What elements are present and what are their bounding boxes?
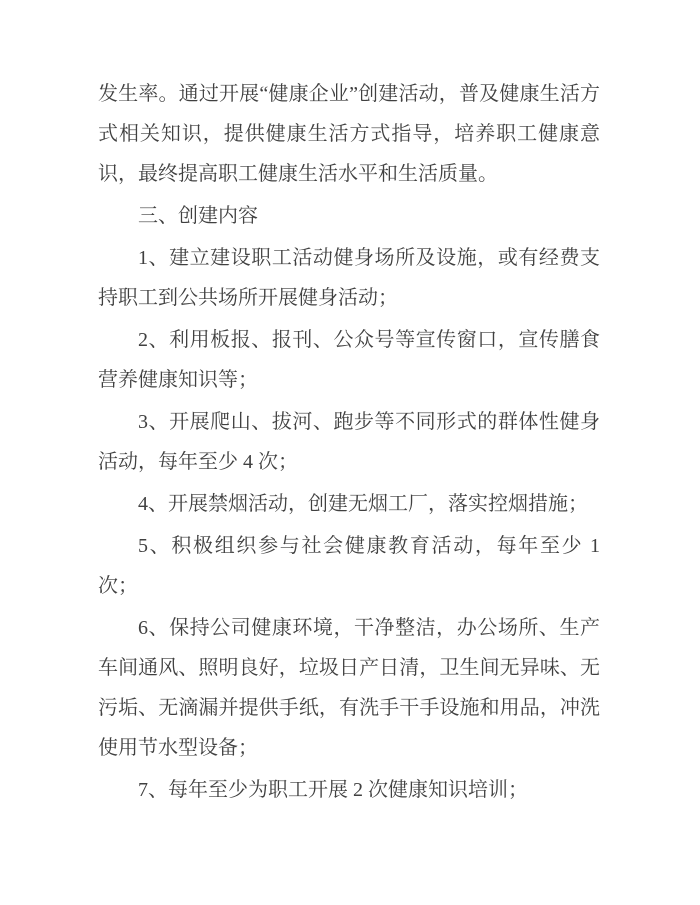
document-content bbox=[98, 74, 600, 810]
list-item-paragraph: 2、利用板报、报刊、公众号等宣传窗口，宣传膳食营养健康知识等； bbox=[98, 329, 600, 391]
list-item-paragraph: 7、每年至少为职工开展 2 次健康知识培训； bbox=[138, 779, 528, 801]
section-heading: 三、创建内容 bbox=[138, 205, 258, 227]
list-item-paragraph: 6、保持公司健康环境，干净整洁，办公场所、生产车间通风、照明良好，垃圾日产日清，卫生间无异味、无污垢、无滴漏并提供手纸，有洗手干手设施和用品，冲洗使用节水型设备； bbox=[98, 617, 600, 759]
list-item-paragraph: 5、积极组织参与社会健康教育活动，每年至少 1 次； bbox=[98, 535, 600, 597]
list-item-paragraph: 3、开展爬山、拔河、跑步等不同形式的群体性健身活动，每年至少 4 次； bbox=[98, 411, 600, 473]
list-item-paragraph: 4、开展禁烟活动，创建无烟工厂，落实控烟措施； bbox=[138, 493, 588, 515]
list-item-paragraph: 1、建立建设职工活动健身场所及设施，或有经费支持职工到公共场所开展健身活动； bbox=[98, 247, 600, 309]
body-paragraph: 发生率。通过开展“健康企业”创建活动，普及健康生活方式相关知识，提供健康生活方式指导，培养职工健康意识，最终提高职工健康生活水平和生活质量。 bbox=[98, 83, 600, 185]
